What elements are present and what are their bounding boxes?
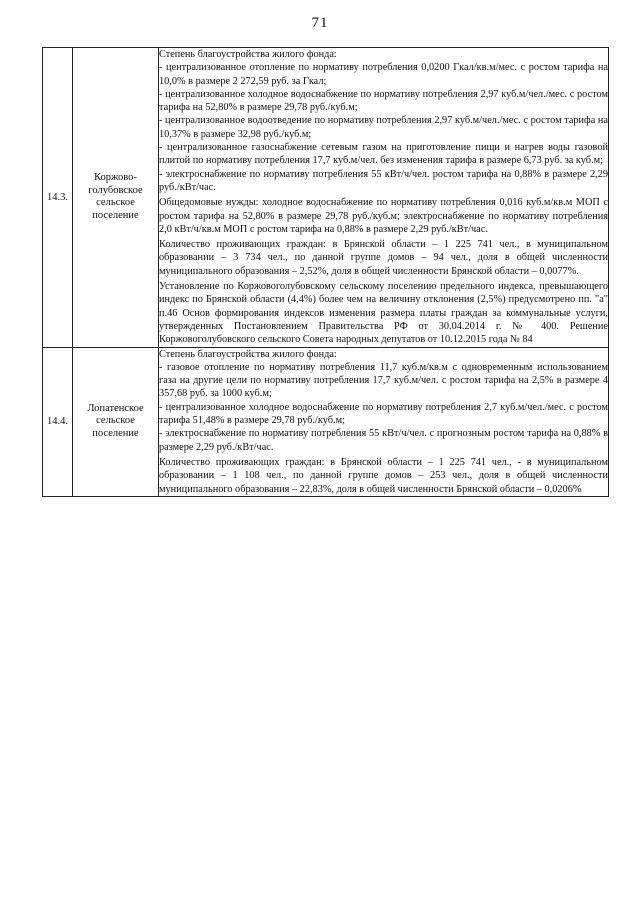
row-description: [159, 48, 609, 348]
paragraph: Установление по Коржовоголубовскому сельскому поселению предельного индекса, превышающего индекс по Брянской области (4,4%) более чем на величину отклонения (2,5%) предусмотрено пп. "а" п.46 Основ формирования индексов изменения размера платы граждан за коммунальные услуги, утвержденных Постановлением Правительства РФ от 30.04.2014 г. № 400. Решение Коржовоголубовского сельского Совета народных депутатов от 10.12.2015 года № 84: [159, 281, 608, 346]
settlement-name: Коржово-голубовское сельское поселение: [73, 48, 159, 348]
tariff-table: [42, 47, 609, 497]
paragraph: - электроснабжение по нормативу потребления 55 кВт/ч/чел. с прогнозным ростом тарифа на 0,88% в размере 2,29 руб./кВт/час.: [159, 428, 608, 453]
row-number: 14.4.: [43, 347, 73, 496]
paragraph: - электроснабжение по нормативу потребления 55 кВт/ч/чел. ростом тарифа на 0,88% в размере 2,29 руб./кВт/час.: [159, 168, 608, 193]
paragraph: Степень благоустройства жилого фонда:: [159, 49, 337, 60]
paragraph: - централизованное холодное водоснабжение по нормативу потребления 2,97 куб.м/чел./мес. с ростом тарифа на 52,80% в размере 29,78 руб./куб.м;: [159, 88, 608, 114]
paragraph: Степень благоустройства жилого фонда:: [159, 348, 337, 360]
paragraph: Общедомовые нужды: холодное водоснабжение по нормативу потребления 0,016 куб.м/кв.м МОП с ростом тарифа на 52,80% в размере 29,78 руб./куб.м; электроснабжение по нормативу потребления 2,0 кВт/ч/кв.м МОП с ростом тарифа на 0,88% в размере 2,29 руб./кВт/час.: [159, 197, 608, 235]
page-number: 71: [311, 15, 329, 31]
paragraph: - централизованное холодное водоснабжение по нормативу потребления 2,7 куб.м/чел./мес. с ростом тарифа 51,48% в размере 29,78 руб./куб.м;: [159, 401, 608, 427]
paragraph: Количество проживающих граждан: в Брянской области – 1 225 741 чел., - в муниципальном образовании – 1 108 чел., по данной группе домов – 253 чел., доля в общей численности муниципального образования – 22,83%, доля в общей численности Брянской области – 0,0206%: [159, 456, 608, 495]
paragraph: Количество проживающих граждан: в Брянской области – 1 225 741 чел., в муниципальном образовании – 3 734 чел., по данной группе домов – 94 чел., доля в общей численности муниципального образования – 2,52%, доля в общей численности Брянской области – 0,0077%.: [159, 239, 608, 277]
settlement-name: Лопатенское сельское поселение: [73, 347, 159, 496]
paragraph: - централизованное водоотведение по нормативу потребления 2,97 куб.м/чел./мес. с ростом тарифа на 10,37% в размере 32,98 руб./куб.м;: [159, 115, 608, 140]
table-row: [43, 48, 609, 348]
paragraph: - газовое отопление по нормативу потребления 11,7 куб.м/кв.м с одновременным использованием газа на другие цели по нормативу потребления 17,7 куб.м/чел. с ростом тарифа на 2,5% в размере 4 357,68 руб. за 1000 куб.м;: [159, 361, 608, 400]
row-number: 14.3.: [43, 48, 73, 348]
row-description: [159, 347, 609, 496]
paragraph: - централизованное отопление по нормативу потребления 0,0200 Гкал/кв.м/мес. с ростом тарифа на 10,0% в размере 2 272,59 руб. за Гкал;: [159, 62, 608, 87]
table-row: [43, 347, 609, 496]
paragraph: - централизованное газоснабжение сетевым газом на приготовление пищи и нагрев воды газовой плитой по нормативу потребления 17,7 куб.м/чел. без изменения тарифа в размере 6,73 руб. за куб.м;: [159, 142, 608, 167]
